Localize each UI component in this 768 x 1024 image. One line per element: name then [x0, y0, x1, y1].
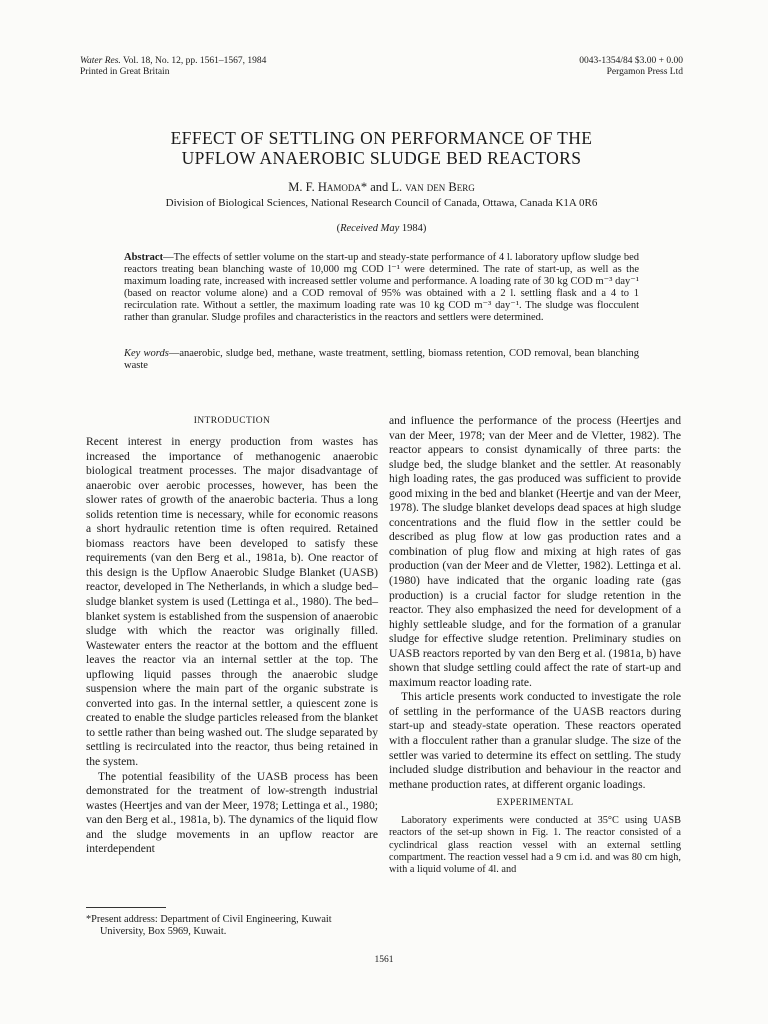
title-line-1: EFFECT OF SETTLING ON PERFORMANCE OF THE: [170, 128, 593, 148]
intro-paragraph-1: Recent interest in energy production from wastes has increased the importance of methanogenic anaerobic biological treatment processes. The major disadvantage of anaerobic over aerobic processes, however, has been the slower rates of growth of the anaerobic bacteria. Thus a long solids retention time is necessary, while for economic reasons a short hydraulic retention time is often required. Retained biomass reactors have been developed to satisfy these requirements (van den Berg et al., 1981a, b). One reactor of this design is the Upflow Anaerobic Sludge Blanket (UASB) reactor, developed in The Netherlands, in which a sludge bed–sludge blanket system is used (Lettinga et al., 1980). The bed–blanket system is established from the suspension of anaerobic sludge with which the reactor was originally filled. Wastewater enters the reactor at the bottom and the effluent leaves the reactor via an internal settler at the top. The upflowing liquid passes through the anaerobic sludge suspension where the main part of the organic substrate is converted into gas. In the internal settler, a quiescent zone is created to enable the sludge particles released from the blanket to settle rather than being washed out. The sludge separated by settling is recirculated into the reactor, thus being retained in the system.: [86, 435, 378, 769]
author-1-mark: *: [360, 180, 368, 194]
keywords-sep: —: [168, 348, 180, 359]
issn-price: 0043-1354/84 $3.00 + 0.00: [579, 56, 683, 66]
keywords-text: anaerobic, sludge bed, methane, waste treatment, settling, biomass retention, COD removal, bean blanching waste: [124, 348, 639, 372]
received-label: Received May: [340, 223, 400, 234]
footnote: [86, 914, 378, 939]
affiliation: Division of Biological Sciences, National Research Council of Canada, Ottawa, Canada K1A 0R6: [165, 197, 598, 209]
left-column: [86, 435, 378, 857]
journal-citation: [80, 56, 266, 78]
page-number: 1561: [374, 955, 394, 965]
intro-paragraph-4: This article presents work conducted to investigate the role of settling in the performance of the UASB reactors during start-up and steady-state operation. These reactors operated with a flocculent rather than a granular sludge. The size of the settler was varied to determine its effect on settling. The study included sludge distribution and behaviour in the reactor and methane production rates, at different organic loadings.: [389, 690, 681, 791]
received-date: (Received May 1984): [336, 223, 427, 234]
journal-name: Water Res.: [80, 56, 121, 66]
intro-paragraph-2: The potential feasibility of the UASB process has been demonstrated for the treatment of low-strength industrial wastes (Heertjes and van der Meer, 1978; Lettinga et al., 1980; van den Berg et al., 1981a, b). The dynamics of the liquid flow and the sludge movements in an upflow reactor are interdependent: [86, 769, 378, 856]
received-year: 1984: [401, 223, 423, 234]
intro-paragraph-3: and influence the performance of the process (Heertjes and van der Meer, 1978; van der Meer and de Vletter, 1982). The reactor appears to consist dynamically of three parts: the sludge bed, the sludge blanket and the settler. At reasonably high loading rates, the gas produced was sufficient to provide good mixing in the bed and blanket (Heertje and van der Meer, 1978). The sludge blanket develops dead spaces at high sludge concentrations and the fluid flow in the settler could be described as plug flow at low gas production rates and a combination of plug flow and mixing at high rates of gas production (van der Meer and de Vletter, 1982). Lettinga et al. (1980) have indicated that the organic loading rate (gas production) is a crucial factor for sludge retention in the reactor. They also emphasized the need for development of a highly settleable sludge, and for the formation of a granular sludge for effective sludge retention. Preliminary studies on UASB reactors reported by van den Berg et al. (1981a, b) have shown that sludge settling could affect the rate of start-up and maximum reactor loading rate.: [389, 414, 681, 689]
printed-line: Printed in Great Britain: [80, 67, 170, 77]
journal-volume: Vol. 18, No. 12, pp. 1561–1567, 1984: [123, 56, 267, 66]
publisher-info: [579, 56, 683, 78]
abstract: [124, 252, 639, 325]
publisher-name: Pergamon Press Ltd: [606, 67, 683, 77]
paper-title: [80, 128, 683, 168]
experimental-paragraph-1: Laboratory experiments were conducted at 35°C using UASB reactors of the set-up shown in Fig. 1. The reactor consisted of a cyclindrical glass reaction vessel with an external settling compartment. The reaction vessel had a 9 cm i.d. and was 80 cm high, with a liquid volume of 4l. and: [389, 814, 681, 876]
author-2: L. van den Berg: [391, 180, 475, 194]
footnote-divider: [86, 907, 166, 908]
abstract-sep: —: [163, 252, 174, 263]
keywords-label: Key words: [124, 348, 169, 359]
abstract-label: Abstract: [124, 252, 164, 263]
footnote-line-1: *Present address: Department of Civil Engineering, Kuwait: [86, 914, 332, 925]
author-line: [80, 180, 683, 195]
keywords: [124, 348, 639, 372]
abstract-text: The effects of settler volume on the start-up and steady-state performance of 4 l. laboratory upflow sludge bed reactors treating bean blanching waste of 10,000 mg COD l⁻¹ were determined. The rate of start-up, as well as the maximum loading rate, increased with increased settler volume and performance. A loading rate of 30 kg COD m⁻³ day⁻¹ (based on reactor volume alone) and a COD removal of 95% was obtained with a 2 l. settling flask and a 4 to 1 recirculation rate. Without a settler, the maximum loading rate was 10 kg COD m⁻³ day⁻¹. The sludge was flocculent rather than granular. Sludge profiles and characteristics in the reactors and settlers were determined.: [124, 252, 639, 324]
introduction-heading: INTRODUCTION: [193, 416, 271, 426]
author-and: and: [370, 180, 389, 194]
right-column: [389, 414, 681, 877]
title-line-2: UPFLOW ANAEROBIC SLUDGE BED REACTORS: [181, 148, 582, 168]
experimental-heading: EXPERIMENTAL: [496, 798, 574, 809]
footnote-line-2: University, Box 5969, Kuwait.: [100, 926, 227, 938]
author-1: M. F. Hamoda: [288, 180, 361, 194]
